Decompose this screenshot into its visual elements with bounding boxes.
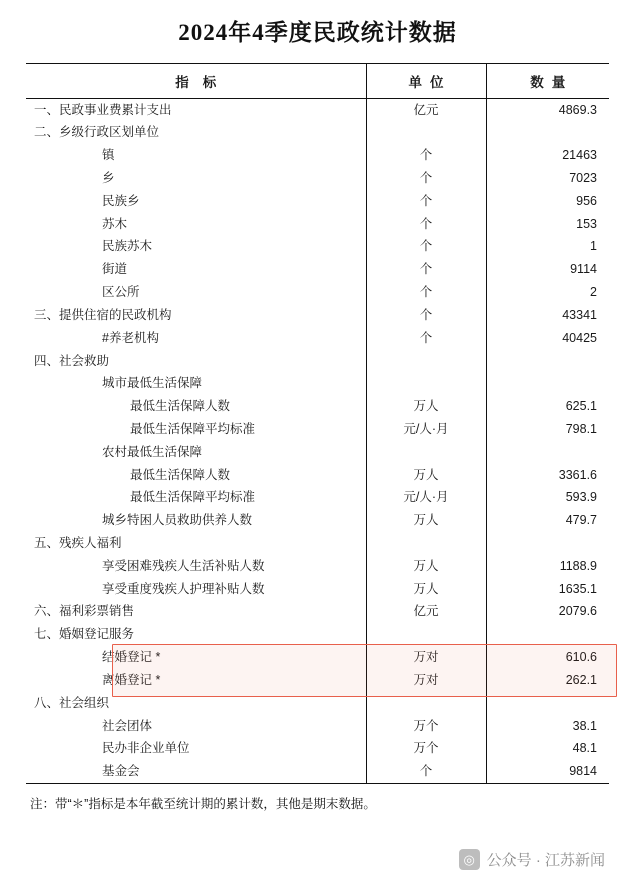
row-unit: 个 — [366, 190, 486, 213]
row-unit: 个 — [366, 213, 486, 236]
row-value: 610.6 — [565, 650, 597, 665]
row-indicator-label: 结婚登记 * — [102, 650, 161, 665]
row-indicator — [26, 738, 366, 761]
table-row — [26, 669, 609, 692]
row-indicator-label: 七、婚姻登记服务 — [34, 627, 135, 642]
row-unit: 亿元 — [366, 601, 486, 624]
row-unit: 亿元 — [366, 99, 486, 122]
table-row — [26, 532, 609, 555]
row-unit: 个 — [366, 145, 486, 168]
row-indicator — [26, 692, 366, 715]
row-unit — [366, 532, 486, 555]
row-indicator — [26, 464, 366, 487]
row-indicator-label: 城市最低生活保障 — [102, 376, 203, 391]
row-indicator-label: 最低生活保障人数 — [130, 467, 231, 482]
row-value: 593.9 — [565, 490, 597, 505]
table-body — [26, 99, 609, 784]
row-indicator — [26, 647, 366, 670]
row-indicator — [26, 259, 366, 282]
row-value: 7023 — [569, 171, 597, 186]
row-value — [486, 692, 609, 715]
row-unit: 元/人·月 — [366, 418, 486, 441]
row-indicator-label: 最低生活保障平均标准 — [130, 421, 256, 436]
row-value — [486, 350, 609, 373]
row-value — [486, 624, 609, 647]
row-indicator — [26, 213, 366, 236]
row-indicator-label: 民族苏木 — [102, 239, 153, 254]
row-indicator-label: 最低生活保障人数 — [130, 399, 231, 414]
row-unit: 元/人·月 — [366, 487, 486, 510]
row-indicator — [26, 350, 366, 373]
row-indicator — [26, 418, 366, 441]
row-value: 9814 — [486, 761, 609, 784]
row-indicator-label: #养老机构 — [102, 330, 159, 345]
row-indicator-label: 农村最低生活保障 — [102, 444, 203, 459]
row-unit: 万个 — [366, 738, 486, 761]
row-indicator-label: 最低生活保障平均标准 — [130, 490, 256, 505]
table-header — [26, 64, 609, 99]
row-unit: 万人 — [366, 464, 486, 487]
column-header-value: 数量 — [486, 64, 609, 99]
wechat-icon: ◎ — [459, 849, 480, 870]
row-value: 2079.6 — [558, 604, 597, 619]
row-indicator — [26, 373, 366, 396]
row-indicator — [26, 99, 366, 122]
row-unit: 个 — [366, 236, 486, 259]
row-indicator — [26, 487, 366, 510]
row-indicator-label: 离婚登记 * — [102, 672, 161, 687]
row-unit — [366, 122, 486, 145]
row-unit: 个 — [366, 167, 486, 190]
row-value: 798.1 — [565, 421, 597, 436]
table-row — [26, 190, 609, 213]
table-row — [26, 350, 609, 373]
row-indicator — [26, 167, 366, 190]
row-indicator-label: 城乡特困人员救助供养人数 — [102, 513, 253, 528]
row-value: 43341 — [562, 307, 597, 322]
row-value: 21463 — [562, 148, 597, 163]
row-indicator-label: 八、社会组织 — [34, 695, 110, 710]
row-indicator-label: 基金会 — [102, 764, 140, 779]
table-row — [26, 510, 609, 533]
row-indicator-label: 镇 — [102, 148, 115, 163]
row-indicator — [26, 122, 366, 145]
row-indicator-label: 社会团体 — [102, 718, 153, 733]
row-value: 1188.9 — [559, 558, 597, 573]
row-value: 625.1 — [565, 399, 597, 414]
table-row — [26, 167, 609, 190]
table-footnote: 注：带“＊”指标是本年截至统计期的累计数，其他是期末数据。 — [30, 797, 376, 812]
row-indicator-label: 享受重度残疾人护理补贴人数 — [102, 581, 265, 596]
row-indicator-label: 六、福利彩票销售 — [34, 604, 135, 619]
row-indicator-label: 享受困难残疾人生活补贴人数 — [102, 558, 265, 573]
table-row — [26, 396, 609, 419]
table-row — [26, 282, 609, 305]
table-row — [26, 236, 609, 259]
row-unit: 万人 — [366, 578, 486, 601]
table-row — [26, 738, 609, 761]
table-row — [26, 373, 609, 396]
row-value: 956 — [576, 193, 597, 208]
column-header-indicator: 指标 — [26, 64, 366, 99]
row-value: 3361.6 — [558, 467, 597, 482]
row-value: 153 — [576, 216, 597, 231]
row-indicator — [26, 282, 366, 305]
table-row — [26, 122, 609, 145]
row-unit: 个 — [366, 304, 486, 327]
watermark — [459, 849, 605, 870]
row-indicator — [26, 236, 366, 259]
row-value: 479.7 — [565, 513, 597, 528]
table-row — [26, 487, 609, 510]
row-value: 262.1 — [565, 672, 597, 687]
table-row — [26, 418, 609, 441]
table-row — [26, 692, 609, 715]
row-indicator — [26, 601, 366, 624]
page-title: 2024年4季度民政统计数据 — [178, 20, 457, 45]
row-unit: 万个 — [366, 715, 486, 738]
table-row — [26, 761, 609, 784]
row-indicator — [26, 761, 366, 784]
table-row — [26, 145, 609, 168]
row-unit — [366, 441, 486, 464]
row-indicator — [26, 510, 366, 533]
row-unit — [366, 692, 486, 715]
row-value: 1 — [590, 239, 597, 254]
table-row — [26, 327, 609, 350]
row-value: 9114 — [570, 262, 597, 277]
row-indicator-label: 四、社会救助 — [34, 353, 110, 368]
row-value: 4869.3 — [558, 102, 597, 117]
row-unit — [366, 624, 486, 647]
row-indicator-label: 三、提供住宿的民政机构 — [34, 307, 172, 322]
table-row — [26, 99, 609, 122]
row-indicator — [26, 441, 366, 464]
row-indicator — [26, 190, 366, 213]
row-value — [486, 122, 609, 145]
row-unit: 万人 — [366, 396, 486, 419]
row-indicator — [26, 396, 366, 419]
row-unit — [366, 373, 486, 396]
row-unit: 万对 — [366, 669, 486, 692]
row-indicator-label: 苏木 — [102, 216, 128, 231]
row-value: 40425 — [562, 330, 597, 345]
row-indicator — [26, 624, 366, 647]
row-value — [486, 441, 609, 464]
watermark-label: 公众号 · 江苏新闻 — [486, 852, 605, 869]
row-indicator-label: 街道 — [102, 262, 128, 277]
table-row — [26, 213, 609, 236]
table-row — [26, 259, 609, 282]
row-indicator-label: 五、残疾人福利 — [34, 536, 122, 551]
row-indicator — [26, 555, 366, 578]
row-indicator — [26, 145, 366, 168]
row-unit: 万人 — [366, 510, 486, 533]
row-indicator — [26, 327, 366, 350]
row-unit: 个 — [366, 327, 486, 350]
row-unit: 个 — [366, 761, 486, 784]
row-indicator-label: 一、民政事业费累计支出 — [34, 102, 172, 117]
table-row — [26, 464, 609, 487]
row-indicator — [26, 304, 366, 327]
row-indicator — [26, 578, 366, 601]
row-indicator — [26, 669, 366, 692]
row-value: 48.1 — [572, 741, 597, 756]
row-indicator-label: 民办非企业单位 — [102, 741, 190, 756]
table-row — [26, 624, 609, 647]
row-unit: 个 — [366, 282, 486, 305]
column-header-unit: 单位 — [366, 64, 486, 99]
row-value: 1635.1 — [558, 581, 597, 596]
row-indicator-label: 民族乡 — [102, 193, 140, 208]
table-row — [26, 601, 609, 624]
row-indicator — [26, 532, 366, 555]
row-value: 38.1 — [572, 718, 597, 733]
row-unit: 万对 — [366, 647, 486, 670]
table-row — [26, 304, 609, 327]
table-row — [26, 715, 609, 738]
row-unit — [366, 350, 486, 373]
table-row — [26, 647, 609, 670]
row-indicator-label: 区公所 — [102, 285, 140, 300]
row-indicator-label: 乡 — [102, 171, 115, 186]
table-row — [26, 555, 609, 578]
row-indicator-label: 二、乡级行政区划单位 — [34, 125, 160, 140]
row-value — [486, 532, 609, 555]
row-indicator — [26, 715, 366, 738]
row-value — [486, 373, 609, 396]
statistics-table — [26, 63, 609, 784]
row-unit: 万人 — [366, 555, 486, 578]
table-row — [26, 578, 609, 601]
table-row — [26, 441, 609, 464]
row-value: 2 — [590, 285, 597, 300]
row-unit: 个 — [366, 259, 486, 282]
